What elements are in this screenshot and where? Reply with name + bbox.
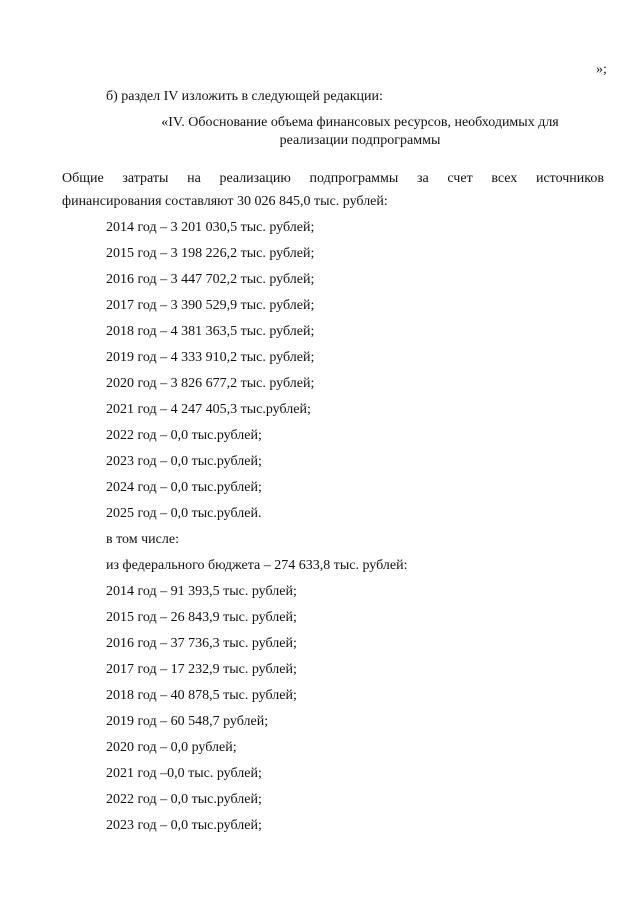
paragraph-word: реализацию <box>219 171 291 186</box>
paragraph-line-1 <box>62 170 604 188</box>
paragraph-word: на <box>187 171 201 186</box>
federal-year-line: 2022 год – 0,0 тыс.рублей; <box>106 792 262 807</box>
section-heading-line-2: реализации подпрограммы <box>279 133 441 148</box>
federal-year-line: 2019 год – 60 548,7 рублей; <box>106 714 269 729</box>
closing-quote: »; <box>596 62 607 77</box>
paragraph-word: источников <box>535 171 604 186</box>
federal-year-line: 2015 год – 26 843,9 тыс. рублей; <box>106 610 297 625</box>
federal-year-line: 2017 год – 17 232,9 тыс. рублей; <box>106 662 297 677</box>
total-year-line: 2018 год – 4 381 363,5 тыс. рублей; <box>106 324 315 339</box>
intro-line: б) раздел IV изложить в следующей редакции: <box>106 89 383 104</box>
paragraph-word: затраты <box>122 171 169 186</box>
paragraph-word: счет <box>447 171 473 186</box>
federal-year-line: 2023 год – 0,0 тыс.рублей; <box>106 818 262 833</box>
paragraph-word: подпрограммы <box>309 171 399 186</box>
federal-year-line: 2020 год – 0,0 рублей; <box>106 740 237 755</box>
total-year-line: 2016 год – 3 447 702,2 тыс. рублей; <box>106 272 315 287</box>
paragraph-word: всех <box>491 171 518 186</box>
paragraph-word: Общие <box>62 171 104 186</box>
total-year-line: 2020 год – 3 826 677,2 тыс. рублей; <box>106 376 315 391</box>
total-year-line: 2025 год – 0,0 тыс.рублей. <box>106 506 262 521</box>
total-year-line: 2022 год – 0,0 тыс.рублей; <box>106 428 262 443</box>
federal-year-line: 2014 год – 91 393,5 тыс. рублей; <box>106 584 297 599</box>
total-year-line: 2014 год – 3 201 030,5 тыс. рублей; <box>106 220 315 235</box>
federal-year-line: 2018 год – 40 878,5 тыс. рублей; <box>106 688 297 703</box>
including-label: в том числе: <box>106 532 179 547</box>
total-year-line: 2024 год – 0,0 тыс.рублей; <box>106 480 262 495</box>
federal-year-line: 2016 год – 37 736,3 тыс. рублей; <box>106 636 297 651</box>
paragraph-word: за <box>416 171 429 186</box>
total-year-line: 2017 год – 3 390 529,9 тыс. рублей; <box>106 298 315 313</box>
federal-budget-line: из федерального бюджета – 274 633,8 тыс. рублей: <box>106 558 408 573</box>
total-year-line: 2023 год – 0,0 тыс.рублей; <box>106 454 262 469</box>
total-year-line: 2021 год – 4 247 405,3 тыс.рублей; <box>106 402 311 417</box>
federal-year-line: 2021 год –0,0 тыс. рублей; <box>106 766 262 781</box>
paragraph-line-2: финансирования составляют 30 026 845,0 тыс. рублей: <box>62 194 388 209</box>
section-heading-line-1: «IV. Обоснование объема финансовых ресурсов, необходимых для <box>161 115 559 130</box>
total-year-line: 2019 год – 4 333 910,2 тыс. рублей; <box>106 350 315 365</box>
total-year-line: 2015 год – 3 198 226,2 тыс. рублей; <box>106 246 315 261</box>
